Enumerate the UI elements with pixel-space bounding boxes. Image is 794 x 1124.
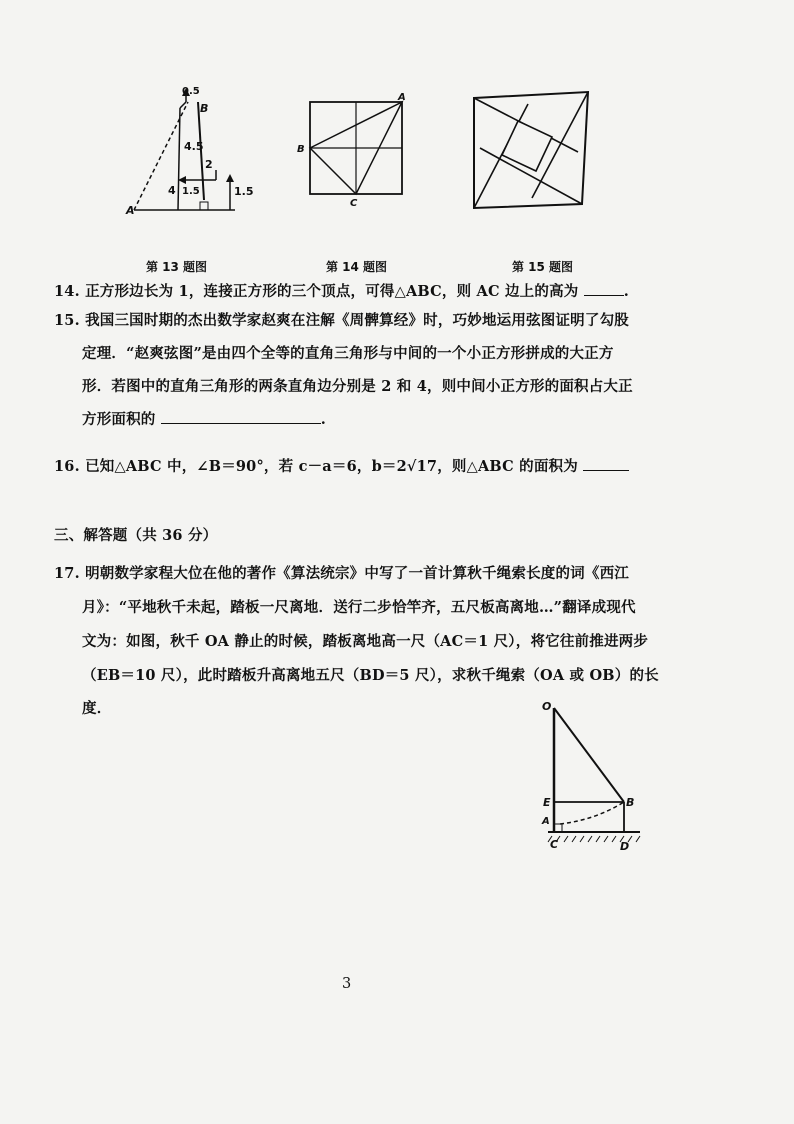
fig13-label-top: 0.5 — [182, 86, 200, 97]
fig13-label-v5: 1.5 — [234, 185, 254, 198]
q15-text-2: 定理．“赵爽弦图”是由四个全等的直角三角形与中间的一个小正方形拼成的大正方 — [82, 345, 614, 362]
q15-text-3: 形．若图中的直角三角形的两条直角边分别是 2 和 4，则中间小正方形的面积占大正 — [82, 378, 633, 395]
fig13-label-v3: 4 — [168, 184, 176, 197]
q14-end: . — [623, 283, 629, 300]
question-16 — [54, 455, 629, 476]
fig17-label-e: E — [543, 796, 551, 809]
question-17-line-1 — [54, 562, 629, 583]
question-15-line-4 — [82, 408, 326, 429]
q15-text-4: 方形面积的 — [82, 411, 156, 428]
q17-text-3: 文为：如图，秋千 OA 静止的时候，踏板离地高一尺（AC＝1 尺），将它往前推进两步 — [82, 633, 649, 650]
fig13-label-v2: 2 — [205, 158, 213, 171]
q14-number: 14. — [54, 283, 80, 300]
q14-text: 正方形边长为 1，连接正方形的三个顶点，可得△ABC，则 AC 边上的高为 — [85, 283, 579, 300]
fig17-label-c: C — [550, 838, 559, 851]
section-3-title: 三、解答题（共 36 分） — [54, 527, 218, 544]
caption-fig14: 第 14 题图 — [326, 260, 388, 274]
q16-answer-blank[interactable] — [583, 456, 629, 471]
figure-17 — [530, 696, 650, 856]
q17-text-2: 月》：“平地秋千未起，踏板一尺离地．送行二步恰竿齐，五尺板高离地…”翻译成现代 — [82, 599, 636, 616]
question-15-line-1 — [54, 309, 629, 330]
q15-text-1: 我国三国时期的杰出数学家赵爽在注解《周髀算经》时，巧妙地运用弦图证明了勾股 — [85, 312, 629, 329]
q16-text: 已知△ABC 中，∠B＝90°，若 c－a＝6，b＝2√17，则△ABC 的面积为 — [85, 458, 578, 475]
fig13-label-b: B — [200, 102, 209, 115]
fig14-label-c: C — [350, 198, 358, 209]
q15-number: 15. — [54, 312, 80, 329]
fig14-label-b: B — [297, 144, 305, 155]
fig14-label-a: A — [398, 92, 406, 103]
q16-number: 16. — [54, 458, 80, 475]
fig17-label-o: O — [542, 700, 552, 713]
caption-fig15: 第 15 题图 — [512, 260, 574, 274]
q15-end: . — [320, 411, 326, 428]
fig13-label-a: A — [126, 204, 135, 217]
q14-answer-blank[interactable] — [584, 281, 624, 296]
figure-13 — [120, 80, 254, 217]
fig17-label-a: A — [542, 816, 550, 827]
fig17-label-b: B — [626, 796, 635, 809]
q17-text-5: 度． — [82, 700, 112, 717]
question-14 — [54, 280, 629, 301]
fig17-label-d: D — [620, 840, 630, 853]
figure-14 — [294, 90, 408, 208]
caption-fig13: 第 13 题图 — [146, 260, 208, 274]
q17-number: 17. — [54, 565, 80, 582]
fig13-label-v1: 4.5 — [184, 140, 204, 153]
figure-15 — [468, 88, 592, 212]
q17-text-4: （EB＝10 尺），此时踏板升高离地五尺（BD＝5 尺），求秋千绳索（OA 或 OB）的长 — [82, 667, 659, 684]
page-number: 3 — [342, 976, 352, 992]
q17-text-1: 明朝数学家程大位在他的著作《算法统宗》中写了一首计算秋千绳索长度的词《西江 — [85, 565, 629, 582]
q15-answer-blank[interactable] — [161, 409, 321, 424]
fig13-label-v4: 1.5 — [182, 186, 200, 197]
